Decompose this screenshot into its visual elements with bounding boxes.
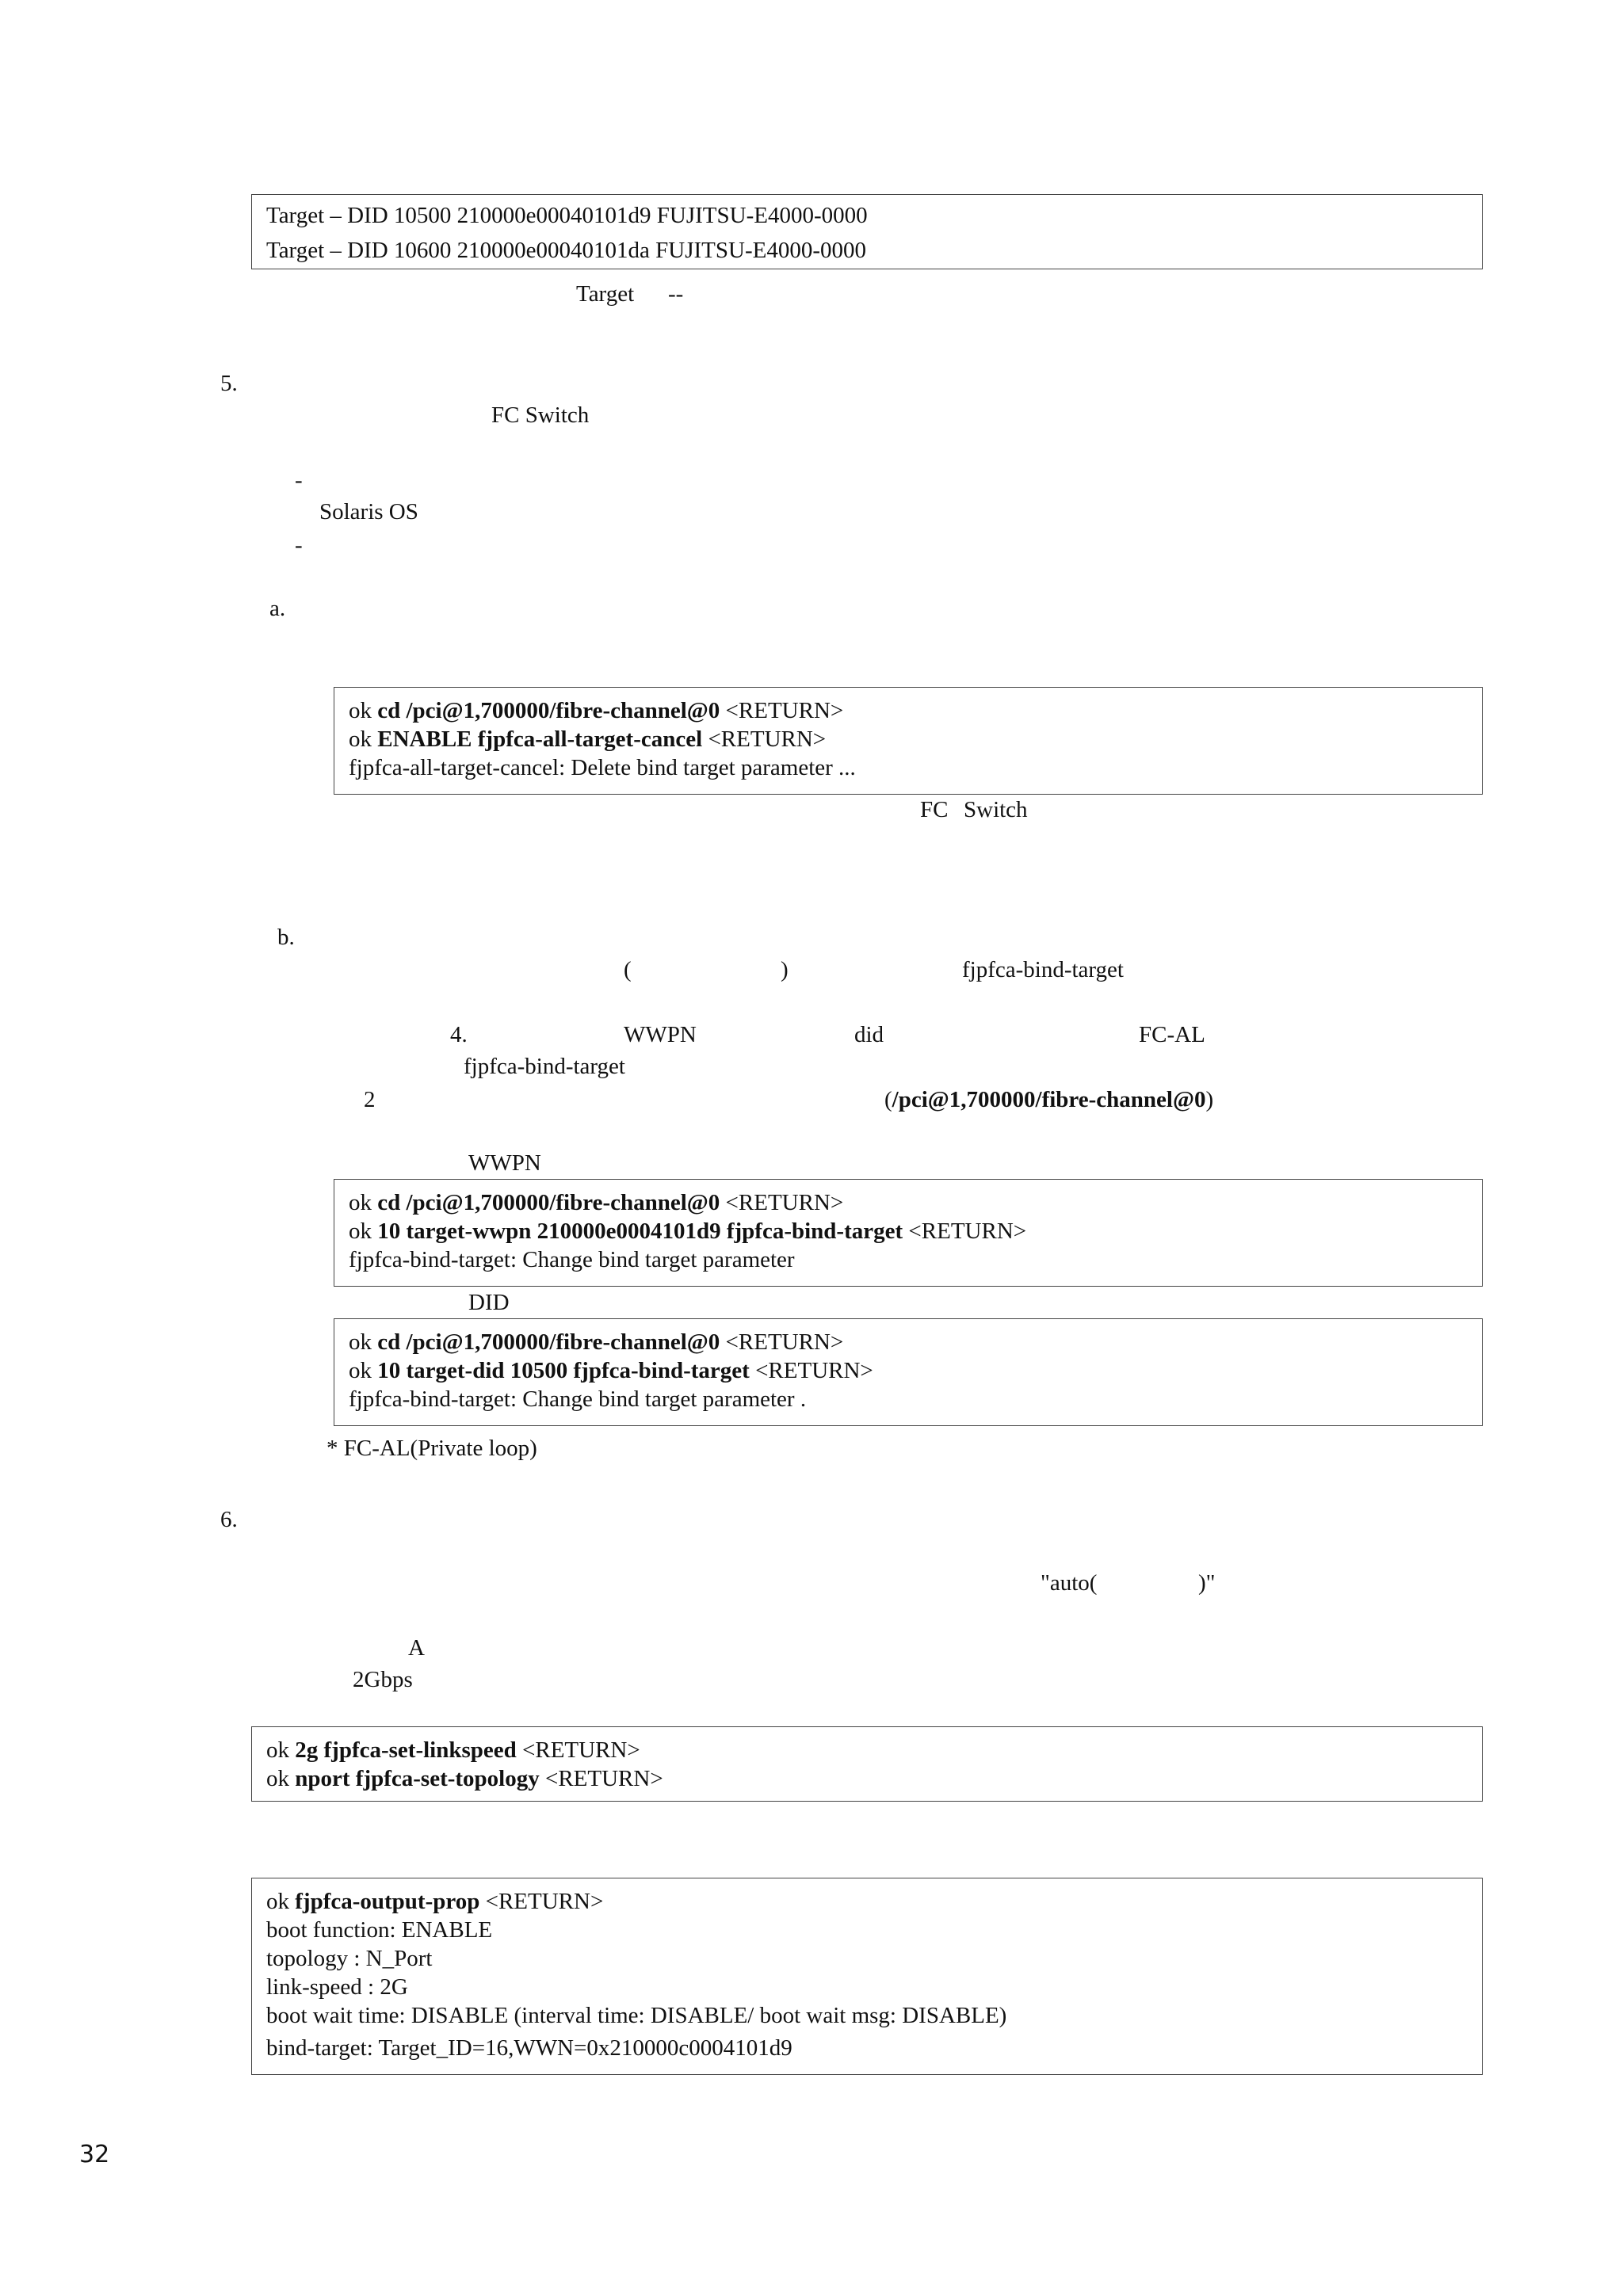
step-6-a: A xyxy=(408,1635,425,1661)
prompt: ok xyxy=(349,1219,378,1244)
cancel-command-box xyxy=(334,687,1483,795)
output-line-3: topology : N_Port xyxy=(266,1946,433,1971)
step-b-did: did xyxy=(854,1022,884,1047)
step-5-fc-switch: FC Switch xyxy=(491,402,590,428)
did-command-box xyxy=(334,1318,1483,1426)
step-b-wwpn: WWPN xyxy=(624,1022,697,1047)
prompt: ok xyxy=(349,727,378,752)
did-label: DID xyxy=(468,1290,510,1315)
prompt: ok xyxy=(349,1190,378,1215)
step-6-auto-close: )" xyxy=(1198,1570,1216,1596)
step-6-auto-open: "auto( xyxy=(1041,1570,1098,1596)
output-line-2: boot function: ENABLE xyxy=(266,1917,493,1943)
prompt: ok xyxy=(266,1766,296,1791)
prompt: ok xyxy=(349,1358,378,1383)
command: nport fjpfca-set-topology xyxy=(295,1766,540,1791)
step-b-fcal: FC-AL xyxy=(1139,1022,1205,1047)
wwpn-line-3: fjpfca-bind-target: Change bind target parameter xyxy=(349,1247,795,1272)
command: 10 target-did 10500 fjpfca-bind-target xyxy=(377,1358,750,1383)
cancel-line-1 xyxy=(349,696,1468,725)
output-line-6: bind-target: Target_ID=16,WWN=0x210000c0004101d9 xyxy=(266,2035,792,2061)
command: 10 target-wwpn 210000e0004101d9 fjpfca-bind-target xyxy=(377,1219,903,1244)
return-key: <RETURN> xyxy=(720,698,844,723)
step-b-paren-close: ) xyxy=(781,957,789,982)
output-line-1 xyxy=(266,1887,1468,1916)
wwpn-line-2 xyxy=(349,1217,1468,1245)
target-note-dash: -- xyxy=(668,281,684,307)
prompt: ok xyxy=(349,1329,378,1355)
note-a-fc: FC xyxy=(920,797,949,822)
wwpn-label: WWPN xyxy=(468,1150,541,1176)
step-b-num-2: 2 xyxy=(364,1087,376,1112)
command: cd /pci@1,700000/fibre-channel@0 xyxy=(377,1329,720,1355)
command: ENABLE fjpfca-all-target-cancel xyxy=(377,727,703,752)
step-5-solaris: Solaris OS xyxy=(319,499,418,524)
step-b-label: b. xyxy=(277,925,295,950)
step-6-number: 6. xyxy=(220,1507,238,1532)
wwpn-command-box xyxy=(334,1179,1483,1287)
step-5-bullet-2: - xyxy=(295,532,303,558)
paren-open: ( xyxy=(884,1087,892,1112)
step-b-paren-open: ( xyxy=(624,957,632,982)
step-b-num-4: 4. xyxy=(450,1022,468,1047)
step-6-gbps: 2Gbps xyxy=(353,1667,413,1692)
cancel-line-3: fjpfca-all-target-cancel: Delete bind target parameter ... xyxy=(349,755,856,780)
wwpn-line-1 xyxy=(349,1188,1468,1217)
return-key: <RETURN> xyxy=(720,1190,844,1215)
step-b-bind-target: fjpfca-bind-target xyxy=(962,957,1124,982)
cancel-line-2 xyxy=(349,725,1468,753)
speed-line-2 xyxy=(266,1764,1468,1793)
linkspeed-command-box xyxy=(251,1726,1483,1802)
prompt: ok xyxy=(349,698,378,723)
paren-close: ) xyxy=(1205,1087,1214,1112)
return-key: <RETURN> xyxy=(702,727,827,752)
target-line-1: Target – DID 10500 210000e00040101d9 FUJITSU-E4000-0000 xyxy=(266,203,868,228)
command: cd /pci@1,700000/fibre-channel@0 xyxy=(377,698,720,723)
step-5-bullet-1: - xyxy=(295,467,303,493)
command: fjpfca-output-prop xyxy=(295,1889,480,1914)
target-line-2: Target – DID 10600 210000e00040101da FUJITSU-E4000-0000 xyxy=(266,238,866,263)
step-b-bind-target-2: fjpfca-bind-target xyxy=(464,1054,625,1079)
did-line-3: fjpfca-bind-target: Change bind target parameter . xyxy=(349,1386,807,1412)
prompt: ok xyxy=(266,1889,296,1914)
return-key: <RETURN> xyxy=(749,1358,873,1383)
page-number: 32 xyxy=(79,2141,110,2168)
speed-line-1 xyxy=(266,1736,1468,1764)
step-a-label: a. xyxy=(269,596,286,621)
step-5-number: 5. xyxy=(220,371,238,396)
return-key: <RETURN> xyxy=(479,1889,604,1914)
command: cd /pci@1,700000/fibre-channel@0 xyxy=(377,1190,720,1215)
return-key: <RETURN> xyxy=(539,1766,663,1791)
prompt: ok xyxy=(266,1737,296,1763)
output-line-4: link-speed : 2G xyxy=(266,1974,408,2000)
return-key: <RETURN> xyxy=(720,1329,844,1355)
did-line-1 xyxy=(349,1328,1468,1356)
device-path: /pci@1,700000/fibre-channel@0 xyxy=(892,1087,1206,1112)
output-prop-box xyxy=(251,1878,1483,2075)
target-list-box xyxy=(251,194,1483,269)
fcal-note: * FC-AL(Private loop) xyxy=(327,1436,537,1461)
return-key: <RETURN> xyxy=(903,1219,1027,1244)
step-b-path xyxy=(884,1085,1213,1114)
did-line-2 xyxy=(349,1356,1468,1385)
command: 2g fjpfca-set-linkspeed xyxy=(295,1737,517,1763)
output-line-5: boot wait time: DISABLE (interval time: DISABLE/ boot wait msg: DISABLE) xyxy=(266,2003,1007,2028)
target-note-label: Target xyxy=(576,281,635,307)
return-key: <RETURN> xyxy=(516,1737,640,1763)
note-a-switch: Switch xyxy=(964,797,1028,822)
